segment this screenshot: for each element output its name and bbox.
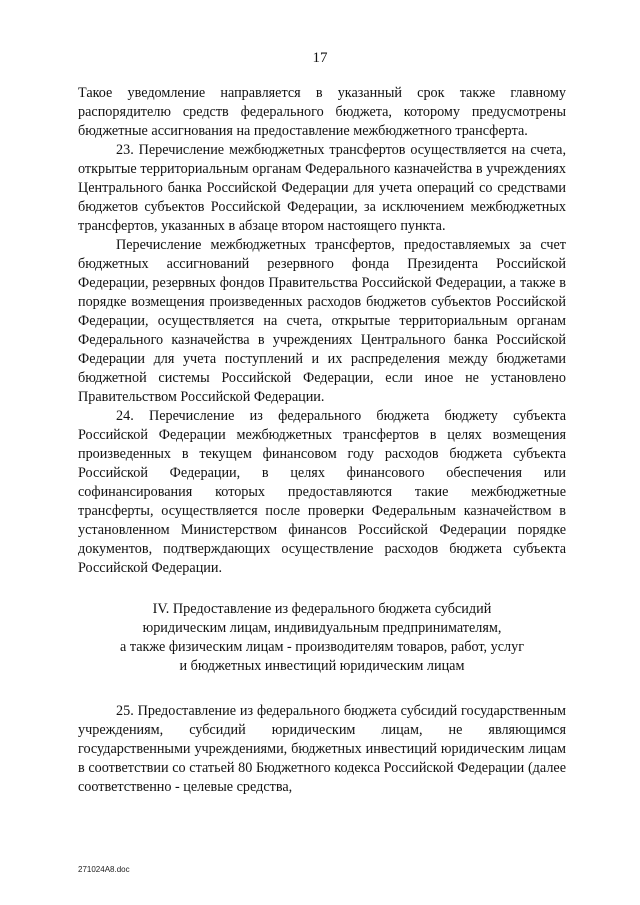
heading-line-2: юридическим лицам, индивидуальным предпринимателям, bbox=[142, 620, 502, 636]
paragraph-23: 23. Перечисление межбюджетных трансфертов осуществляется на счета, открытые территориальным органам Федерального казначейства в учреждениях Центрального банка Российской Федерации для учета операций со средствами бюджетов субъектов Российской Федерации, за исключением межбюджетных трансфертов, указанных в абзаце втором настоящего пункта. bbox=[78, 142, 566, 234]
heading-line-1: IV. Предоставление из федерального бюджета субсидий bbox=[152, 601, 492, 617]
paragraph-notice: Такое уведомление направляется в указанный срок также главному распорядителю средств федерального бюджета, которому предусмотрены бюджетные ассигнования на предоставление межбюджетного трансферта. bbox=[78, 85, 566, 139]
heading-line-4: и бюджетных инвестиций юридическим лицам bbox=[179, 658, 465, 674]
document-body bbox=[78, 84, 566, 797]
heading-line-3: а также физическим лицам - производителям товаров, работ, услуг bbox=[119, 639, 525, 655]
page-number: 17 bbox=[312, 50, 328, 66]
paragraph-reserve-fund: Перечисление межбюджетных трансфертов, предоставляемых за счет бюджетных ассигнований резервного фонда Президента Российской Федерации, резервных фондов Правительства Российской Федерации, а также в порядке возмещения произведенных расходов бюджетов субъектов Российской Федерации, осуществляется на счета, открытые территориальным органам Федерального казначейства в учреждениях Центрального банка Российской Федерации для учета поступлений и их распределения между бюджетами бюджетной системы Российской Федерации, если иное не установлено Правительством Российской Федерации. bbox=[78, 237, 566, 405]
section-heading-iv bbox=[78, 600, 566, 676]
paragraph-25: 25. Предоставление из федерального бюджета субсидий государственным учреждениям, субсидий юридическим лицам, не являющимся государственными учреждениями, бюджетных инвестиций юридическим лицам в соответствии со статьей 80 Бюджетного кодекса Российской Федерации (далее соответственно - целевые средства, bbox=[78, 703, 566, 795]
footer-filename: 271024A8.doc bbox=[78, 865, 130, 874]
paragraph-24: 24. Перечисление из федерального бюджета бюджету субъекта Российской Федерации межбюджетных трансфертов в целях возмещения произведенных в текущем финансовом году расходов бюджета субъекта Российской Федерации, в целях финансового обеспечения или софинансирования которых предоставляются такие межбюджетные трансферты, осуществляется после проверки Федеральным казначейством в установленном Министерством финансов Российской Федерации порядке документов, подтверждающих осуществление расходов бюджета субъекта Российской Федерации. bbox=[78, 408, 566, 576]
